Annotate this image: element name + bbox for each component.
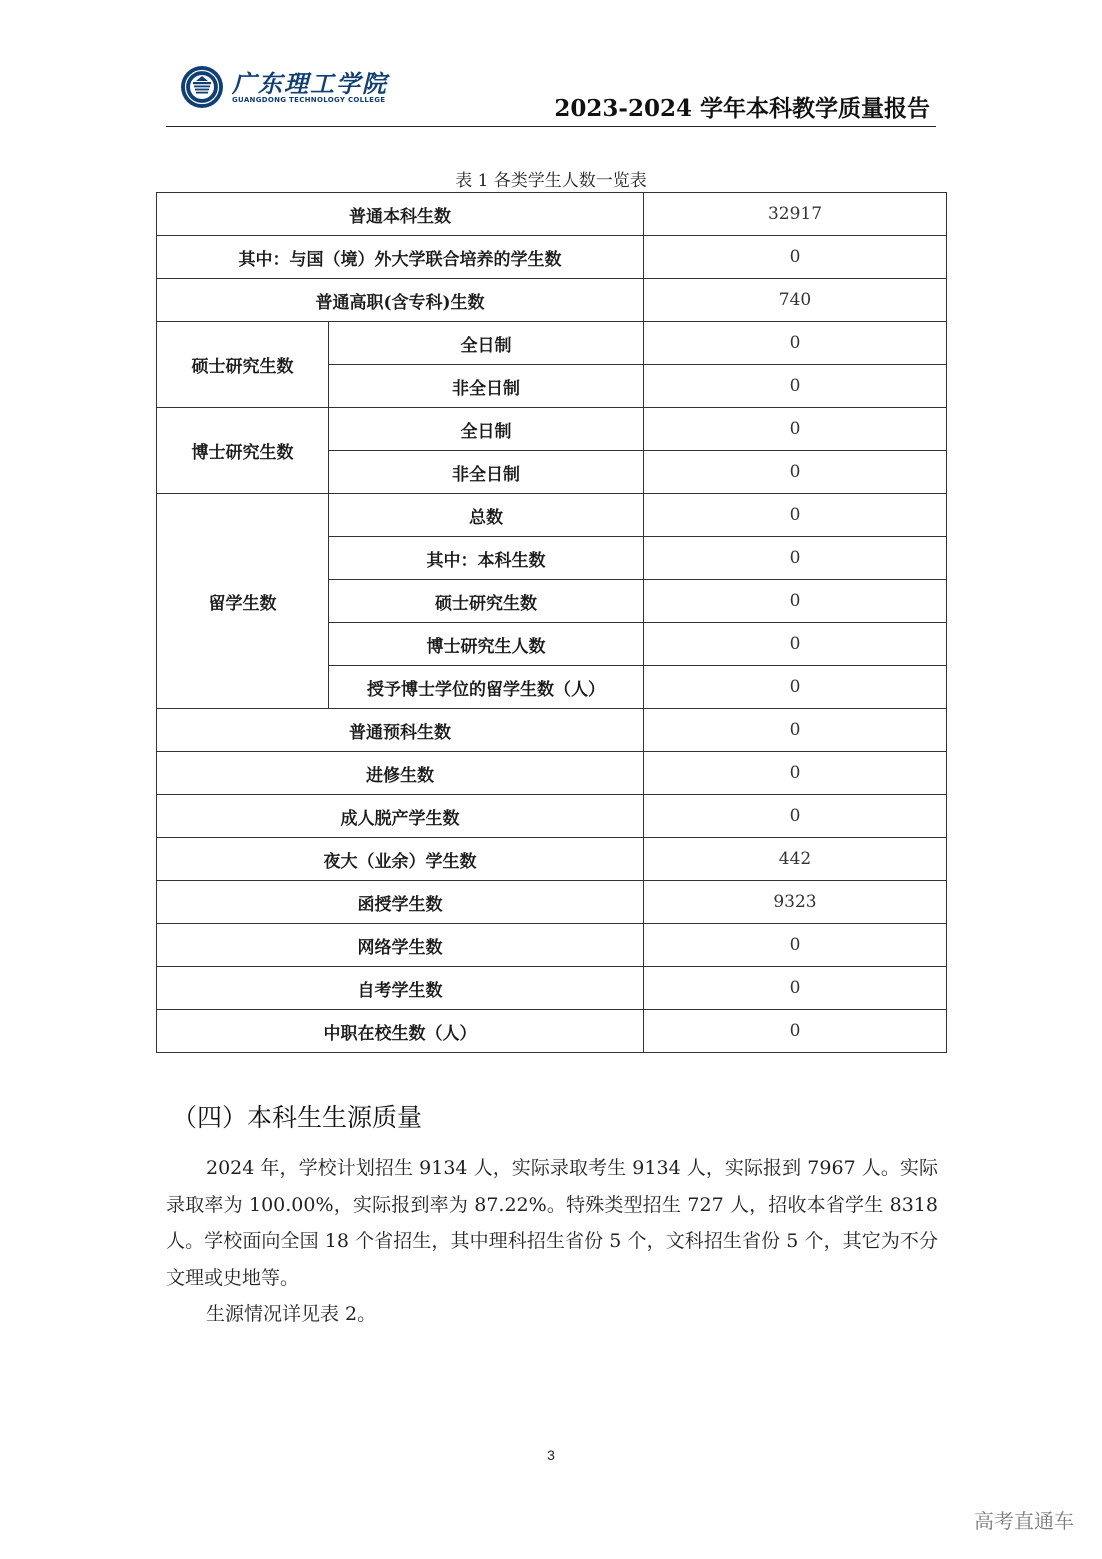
row-value: 0 — [644, 537, 947, 580]
row-label: 全日制 — [329, 322, 644, 365]
row-value: 0 — [644, 795, 947, 838]
row-label: 普通本科生数 — [157, 193, 644, 236]
row-label: 全日制 — [329, 408, 644, 451]
watermark: 高考直通车 — [974, 1509, 1074, 1533]
body-paragraph: 生源情况详见表 2。 — [206, 1303, 377, 1325]
row-label: 其中：与国（境）外大学联合培养的学生数 — [157, 236, 644, 279]
table-row — [157, 838, 947, 881]
row-value: 0 — [644, 580, 947, 623]
row-label: 普通高职(含专科)生数 — [157, 279, 644, 322]
row-value: 0 — [644, 924, 947, 967]
table-row — [157, 795, 947, 838]
college-emblem-icon — [180, 65, 224, 109]
row-value: 0 — [644, 967, 947, 1010]
row-label: 自考学生数 — [157, 967, 644, 1010]
row-label: 非全日制 — [329, 365, 644, 408]
row-value: 0 — [644, 623, 947, 666]
table-row — [157, 881, 947, 924]
table-row — [157, 408, 947, 451]
row-value: 0 — [644, 494, 947, 537]
row-label: 博士研究生人数 — [329, 623, 644, 666]
row-value: 0 — [644, 236, 947, 279]
college-logo — [180, 62, 390, 112]
row-label: 中职在校生数（人） — [157, 1010, 644, 1053]
table-row — [157, 1010, 947, 1053]
page-number: 3 — [547, 1447, 555, 1463]
row-value: 0 — [644, 365, 947, 408]
logo-english-name: GUANGDONG TECHNOLOGY COLLEGE — [232, 96, 386, 104]
group-label: 留学生数 — [157, 494, 329, 709]
row-value: 0 — [644, 666, 947, 709]
table-row — [157, 494, 947, 537]
group-label: 博士研究生数 — [157, 408, 329, 494]
row-label: 函授学生数 — [157, 881, 644, 924]
row-label: 总数 — [329, 494, 644, 537]
row-label: 硕士研究生数 — [329, 580, 644, 623]
row-value: 0 — [644, 752, 947, 795]
row-label: 网络学生数 — [157, 924, 644, 967]
row-value: 0 — [644, 709, 947, 752]
student-count-table — [156, 192, 947, 1053]
table-caption: 表 1 各类学生人数一览表 — [455, 171, 647, 191]
table-row — [157, 236, 947, 279]
row-value: 0 — [644, 322, 947, 365]
row-label: 夜大（业余）学生数 — [157, 838, 644, 881]
table-row — [157, 967, 947, 1010]
report-title: 2023-2024 学年本科教学质量报告 — [554, 95, 930, 122]
table-row — [157, 279, 947, 322]
row-label: 成人脱产学生数 — [157, 795, 644, 838]
row-label: 其中：本科生数 — [329, 537, 644, 580]
table-row — [157, 193, 947, 236]
table-row — [157, 709, 947, 752]
page-header — [166, 58, 936, 127]
row-value: 0 — [644, 1010, 947, 1053]
row-label: 非全日制 — [329, 451, 644, 494]
table-row — [157, 322, 947, 365]
logo-chinese-name: 广东理工学院 — [232, 69, 388, 98]
row-value: 442 — [644, 838, 947, 881]
row-value: 9323 — [644, 881, 947, 924]
row-label: 进修生数 — [157, 752, 644, 795]
row-label: 授予博士学位的留学生数（人） — [329, 666, 644, 709]
table-row — [157, 924, 947, 967]
body-paragraph: 2024 年，学校计划招生 9134 人，实际录取考生 9134 人，实际报到 7967 人。实际录取率为 100.00%，实际报到率为 87.22%。特殊类型招生 727 人，招收本省学生 8318 人。学校面向全国 18 个省招生，其中理科招生省份 5 个，文科招生省份 5 个，其它为不分文理或史地等。 — [166, 1157, 938, 1289]
section-heading: （四）本科生生源质量 — [172, 1103, 423, 1132]
row-value: 0 — [644, 451, 947, 494]
row-value: 740 — [644, 279, 947, 322]
group-label: 硕士研究生数 — [157, 322, 329, 408]
row-label: 普通预科生数 — [157, 709, 644, 752]
table-row — [157, 752, 947, 795]
row-value: 32917 — [644, 193, 947, 236]
row-value: 0 — [644, 408, 947, 451]
